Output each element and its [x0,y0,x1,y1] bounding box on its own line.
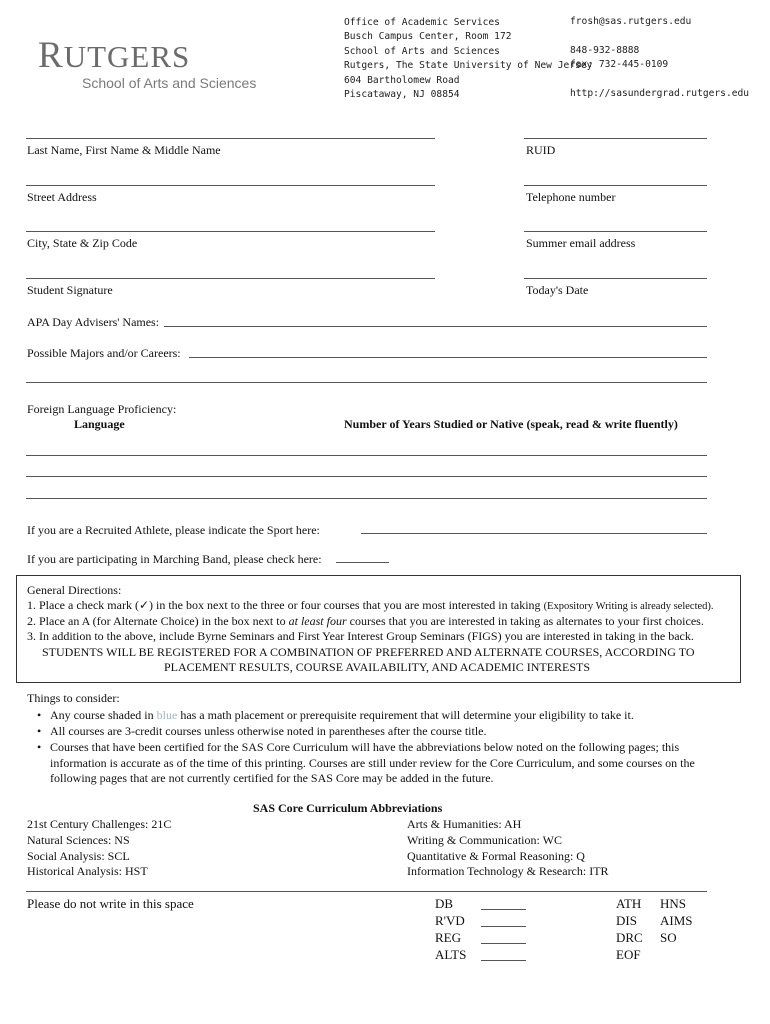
address-line: Busch Campus Center, Room 172 [344,31,512,43]
years-column-header: Number of Years Studied or Native (speak, read & write fluently) [344,417,678,431]
directions-notice-line-2: PLACEMENT RESULTS, COURSE AVAILABILITY, AND ACADEMIC INTERESTS [164,660,591,674]
office-blank [481,909,526,910]
office-code: ALTS [435,947,467,962]
band-checkbox-line[interactable] [336,562,389,563]
core-right-item: Information Technology & Research: ITR [407,864,609,878]
office-code: R'VD [435,913,465,928]
office-code: DB [435,896,454,911]
office-code: ATH [616,896,642,911]
contact-email: frosh@sas.rutgers.edu [570,16,692,27]
telephone-label: Telephone number [526,190,616,204]
core-left-item: Historical Analysis: HST [27,864,148,878]
directions-notice-line-1: STUDENTS WILL BE REGISTERED FOR A COMBINATION OF PREFERRED AND ALTERNATE COURSES, ACCORDING TO [42,645,695,659]
office-code: REG [435,930,461,945]
core-title: SAS Core Curriculum Abbreviations [253,801,443,815]
street-field[interactable] [26,185,435,186]
majors-label: Possible Majors and/or Careers: [27,346,181,360]
date-field[interactable] [524,278,707,279]
blue-shade-note: blue [156,708,178,722]
rutgers-logo: RUTGERS [38,35,191,76]
city-field[interactable] [26,231,435,232]
language-row-line[interactable] [26,476,707,477]
office-blank [481,926,526,927]
city-label: City, State & Zip Code [27,236,138,250]
apa-advisers-field[interactable] [164,326,707,327]
name-field[interactable] [26,138,435,139]
office-code: DRC [616,930,643,945]
office-blank [481,943,526,944]
signature-label: Student Signature [27,283,113,297]
telephone-field[interactable] [524,185,707,186]
name-label: Last Name, First Name & Middle Name [27,143,221,157]
street-label: Street Address [27,190,97,204]
core-right-item: Arts & Humanities: AH [407,817,522,831]
address-line: Office of Academic Services [344,17,500,28]
core-left-item: 21st Century Challenges: 21C [27,817,172,831]
majors-field-extra[interactable] [26,382,707,383]
ruid-field[interactable] [524,138,707,139]
summer-email-field[interactable] [524,231,707,232]
language-column-header: Language [74,417,125,431]
address-line: 604 Bartholomew Road [344,74,460,86]
office-code: HNS [660,896,687,911]
language-row-line[interactable] [26,455,707,456]
language-row-line[interactable] [26,498,707,499]
office-code: DIS [616,913,637,928]
direction-item-2: 2. Place an A (for Alternate Choice) in the box next to at least four courses that you are interested in taking as alternates to your first choices. [27,614,704,628]
address-line: Rutgers, The State University of New Jersey [344,60,593,72]
office-use-title: Please do not write in this space [27,896,194,911]
athlete-field[interactable] [361,533,707,534]
contact-fax: fax: 732-445-0109 [570,59,669,70]
directions-title: General Directions: [27,583,122,597]
office-blank [481,960,526,961]
consider-title: Things to consider: [27,691,120,705]
office-code: AIMS [660,913,693,928]
consider-bullet-3-cont: information is accurate as of the time of this printing. Courses are still under review for the Core Curriculum, and some courses on the [50,756,695,770]
summer-email-label: Summer email address [526,236,636,250]
consider-bullet-1: • Any course shaded in blue has a math placement or prerequisite requirement that will determine your eligibility to take it. [50,708,634,723]
core-left-item: Social Analysis: SCL [27,849,130,863]
address-line: School of Arts and Sciences [344,45,500,57]
majors-field[interactable] [189,357,707,358]
core-right-item: Quantitative & Formal Reasoning: Q [407,849,585,863]
core-right-item: Writing & Communication: WC [407,833,562,847]
signature-field[interactable] [26,278,435,279]
contact-url: http://sasundergrad.rutgers.edu [570,88,750,99]
consider-bullet-2: • All courses are 3-credit courses unless otherwise noted in parentheses after the course title. [50,724,487,739]
athlete-label: If you are a Recruited Athlete, please indicate the Sport here: [27,523,320,537]
direction-item-1: 1. Place a check mark (✓) in the box next to the three or four courses that you are most interested in taking (Expository Writing is already selected). [27,598,714,612]
band-label: If you are participating in Marching Band, please check here: [27,552,322,566]
contact-phone: 848-932-8888 [570,45,640,56]
office-code: EOF [616,947,641,962]
core-left-item: Natural Sciences: NS [27,833,130,847]
office-divider [26,891,707,892]
consider-bullet-3-cont: following pages that are not currently certified for the SAS Core may be added in the future. [50,771,494,785]
date-label: Today's Date [526,283,589,297]
apa-advisers-label: APA Day Advisers' Names: [27,315,160,329]
consider-bullet-3: • Courses that have been certified for the SAS Core Curriculum will have the abbreviations below noted on the following pages; this [50,740,679,755]
address-line: Piscataway, NJ 08854 [344,89,460,101]
direction-item-3: 3. In addition to the above, include Byrne Seminars and First Year Interest Group Seminars (FIGS) you are interested in taking in the back. [27,629,694,643]
logo-subtitle: School of Arts and Sciences [82,75,257,91]
office-code: SO [660,930,677,945]
office-address [344,16,592,102]
foreign-language-title: Foreign Language Proficiency: [27,402,177,416]
ruid-label: RUID [526,143,556,157]
